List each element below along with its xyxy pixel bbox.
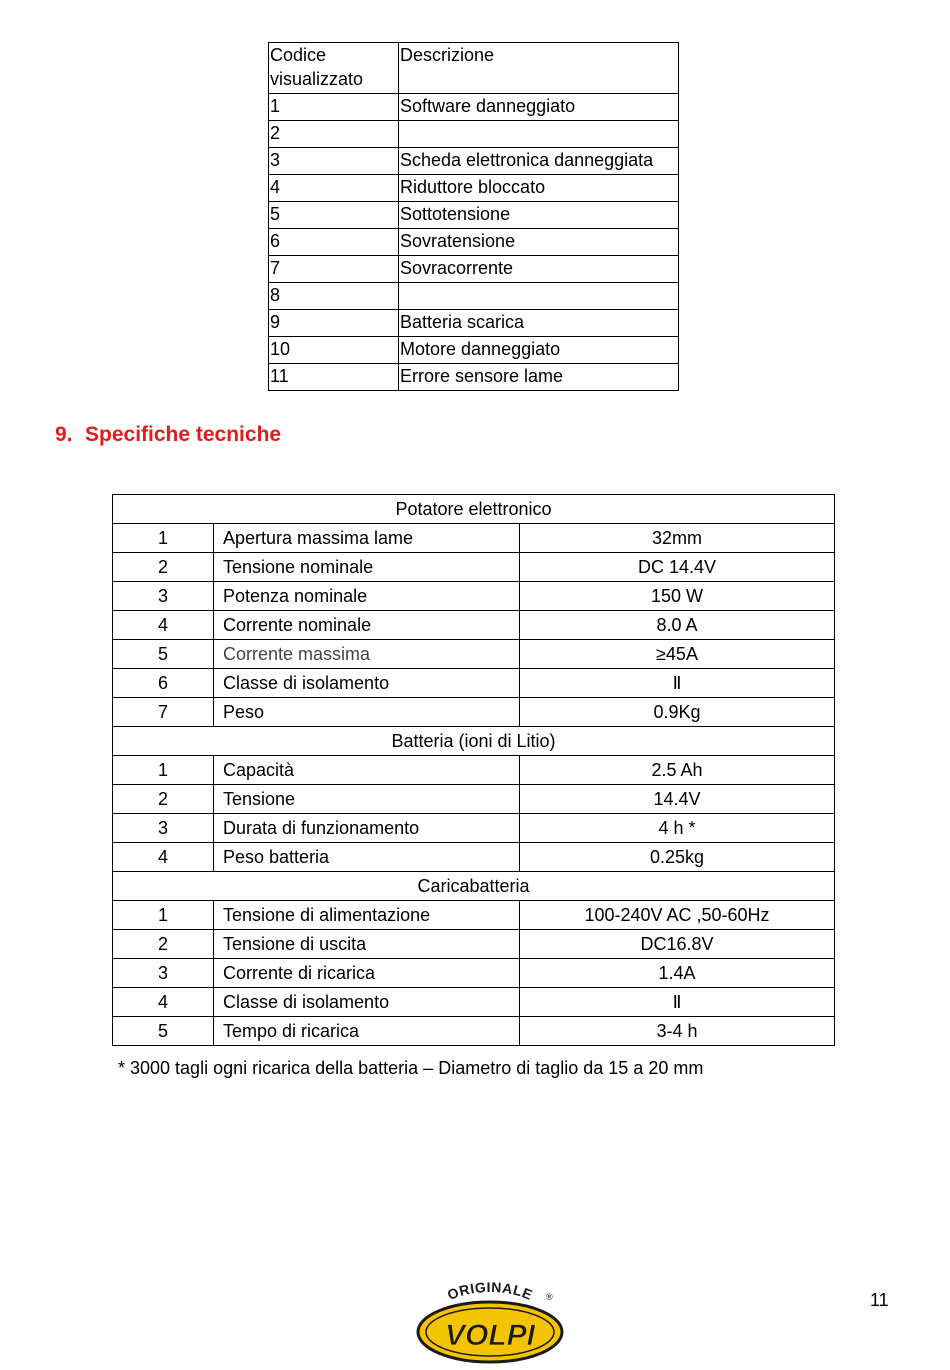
error-code-row [269,121,679,148]
spec-row [113,785,835,814]
error-code-row [269,256,679,283]
error-code: 1 [269,94,399,121]
error-code: 6 [269,229,399,256]
error-code: 11 [269,364,399,391]
spec-section-title: Caricabatteria [113,872,835,901]
section-title: Specifiche tecniche [85,423,282,446]
spec-row [113,524,835,553]
error-code: 10 [269,337,399,364]
error-code-row [269,229,679,256]
spec-parameter: Tensione di uscita [214,930,520,959]
error-description: Sovratensione [399,229,679,256]
spec-parameter: Tensione [214,785,520,814]
spec-value: Ⅱ [520,988,835,1017]
spec-section-row [113,872,835,901]
error-code-row [269,94,679,121]
spec-number: 3 [113,959,214,988]
spec-parameter: Tensione nominale [214,553,520,582]
spec-parameter: Tensione di alimentazione [214,901,520,930]
spec-row [113,756,835,785]
spec-value: 100-240V AC ,50-60Hz [520,901,835,930]
spec-value: DC 14.4V [520,553,835,582]
error-description [399,283,679,310]
error-code-row [269,148,679,175]
error-code-row [269,283,679,310]
spec-value: 0.25kg [520,843,835,872]
spec-parameter: Tempo di ricarica [214,1017,520,1046]
spec-number: 2 [113,553,214,582]
spec-row [113,553,835,582]
spec-number: 4 [113,843,214,872]
spec-value: 32mm [520,524,835,553]
error-code-row [269,364,679,391]
error-code: 5 [269,202,399,229]
spec-number: 7 [113,698,214,727]
error-code-row [269,202,679,229]
spec-section-row [113,727,835,756]
error-code: 4 [269,175,399,202]
spec-row [113,1017,835,1046]
error-description [399,121,679,148]
error-description: Motore danneggiato [399,337,679,364]
error-code: 9 [269,310,399,337]
error-code-header-row [269,43,679,94]
svg-text:ORIGINALE: ORIGINALE [445,1282,536,1303]
spec-value: 8.0 A [520,611,835,640]
spec-value: 4 h * [520,814,835,843]
header-description: Descrizione [399,43,679,94]
error-code: 2 [269,121,399,148]
error-description: Riduttore bloccato [399,175,679,202]
spec-section-title: Potatore elettronico [113,495,835,524]
spec-row [113,611,835,640]
error-description: Software danneggiato [399,94,679,121]
spec-parameter: Apertura massima lame [214,524,520,553]
spec-row [113,901,835,930]
error-description: Scheda elettronica danneggiata [399,148,679,175]
header-code: Codice visualizzato [269,43,399,94]
spec-parameter: Potenza nominale [214,582,520,611]
error-code-row [269,175,679,202]
error-code-row [269,310,679,337]
error-description: Batteria scarica [399,310,679,337]
spec-parameter: Peso [214,698,520,727]
spec-parameter: Corrente nominale [214,611,520,640]
error-description: Sottotensione [399,202,679,229]
spec-section-row [113,495,835,524]
spec-parameter: Peso batteria [214,843,520,872]
spec-row [113,843,835,872]
error-code: 8 [269,283,399,310]
error-description: Errore sensore lame [399,364,679,391]
spec-value: 1.4A [520,959,835,988]
spec-number: 3 [113,814,214,843]
spec-parameter: Classe di isolamento [214,988,520,1017]
spec-value: Ⅱ [520,669,835,698]
spec-value: DC16.8V [520,930,835,959]
spec-parameter: Corrente di ricarica [214,959,520,988]
spec-row [113,640,835,669]
spec-number: 1 [113,756,214,785]
spec-parameter: Durata di funzionamento [214,814,520,843]
spec-value: 0.9Kg [520,698,835,727]
section-heading [55,423,281,447]
spec-row [113,988,835,1017]
spec-number: 4 [113,988,214,1017]
spec-number: 3 [113,582,214,611]
section-number: 9. [55,423,73,446]
spec-row [113,698,835,727]
spec-row [113,930,835,959]
spec-row [113,959,835,988]
error-code: 7 [269,256,399,283]
spec-value: 2.5 Ah [520,756,835,785]
spec-number: 2 [113,785,214,814]
spec-row [113,669,835,698]
page-number: 11 [870,1290,889,1310]
error-code-row [269,337,679,364]
spec-section-title: Batteria (ioni di Litio) [113,727,835,756]
spec-number: 1 [113,901,214,930]
spec-value: 14.4V [520,785,835,814]
spec-table [112,494,835,1046]
spec-parameter: Corrente massima [214,640,520,669]
spec-value: 3-4 h [520,1017,835,1046]
error-code-table [268,42,679,391]
spec-number: 5 [113,640,214,669]
spec-parameter: Capacità [214,756,520,785]
spec-number: 4 [113,611,214,640]
spec-number: 5 [113,1017,214,1046]
spec-number: 2 [113,930,214,959]
footnote: * 3000 tagli ogni ricarica della batteria – Diametro di taglio da 15 a 20 mm [118,1058,704,1078]
volpi-logo [410,1282,570,1364]
error-description: Sovracorrente [399,256,679,283]
spec-value: 150 W [520,582,835,611]
spec-number: 6 [113,669,214,698]
svg-text:®: ® [546,1292,553,1302]
spec-number: 1 [113,524,214,553]
svg-text:VOLPI: VOLPI [444,1319,536,1352]
spec-value: ≥45A [520,640,835,669]
spec-parameter: Classe di isolamento [214,669,520,698]
error-code: 3 [269,148,399,175]
spec-row [113,814,835,843]
spec-row [113,582,835,611]
